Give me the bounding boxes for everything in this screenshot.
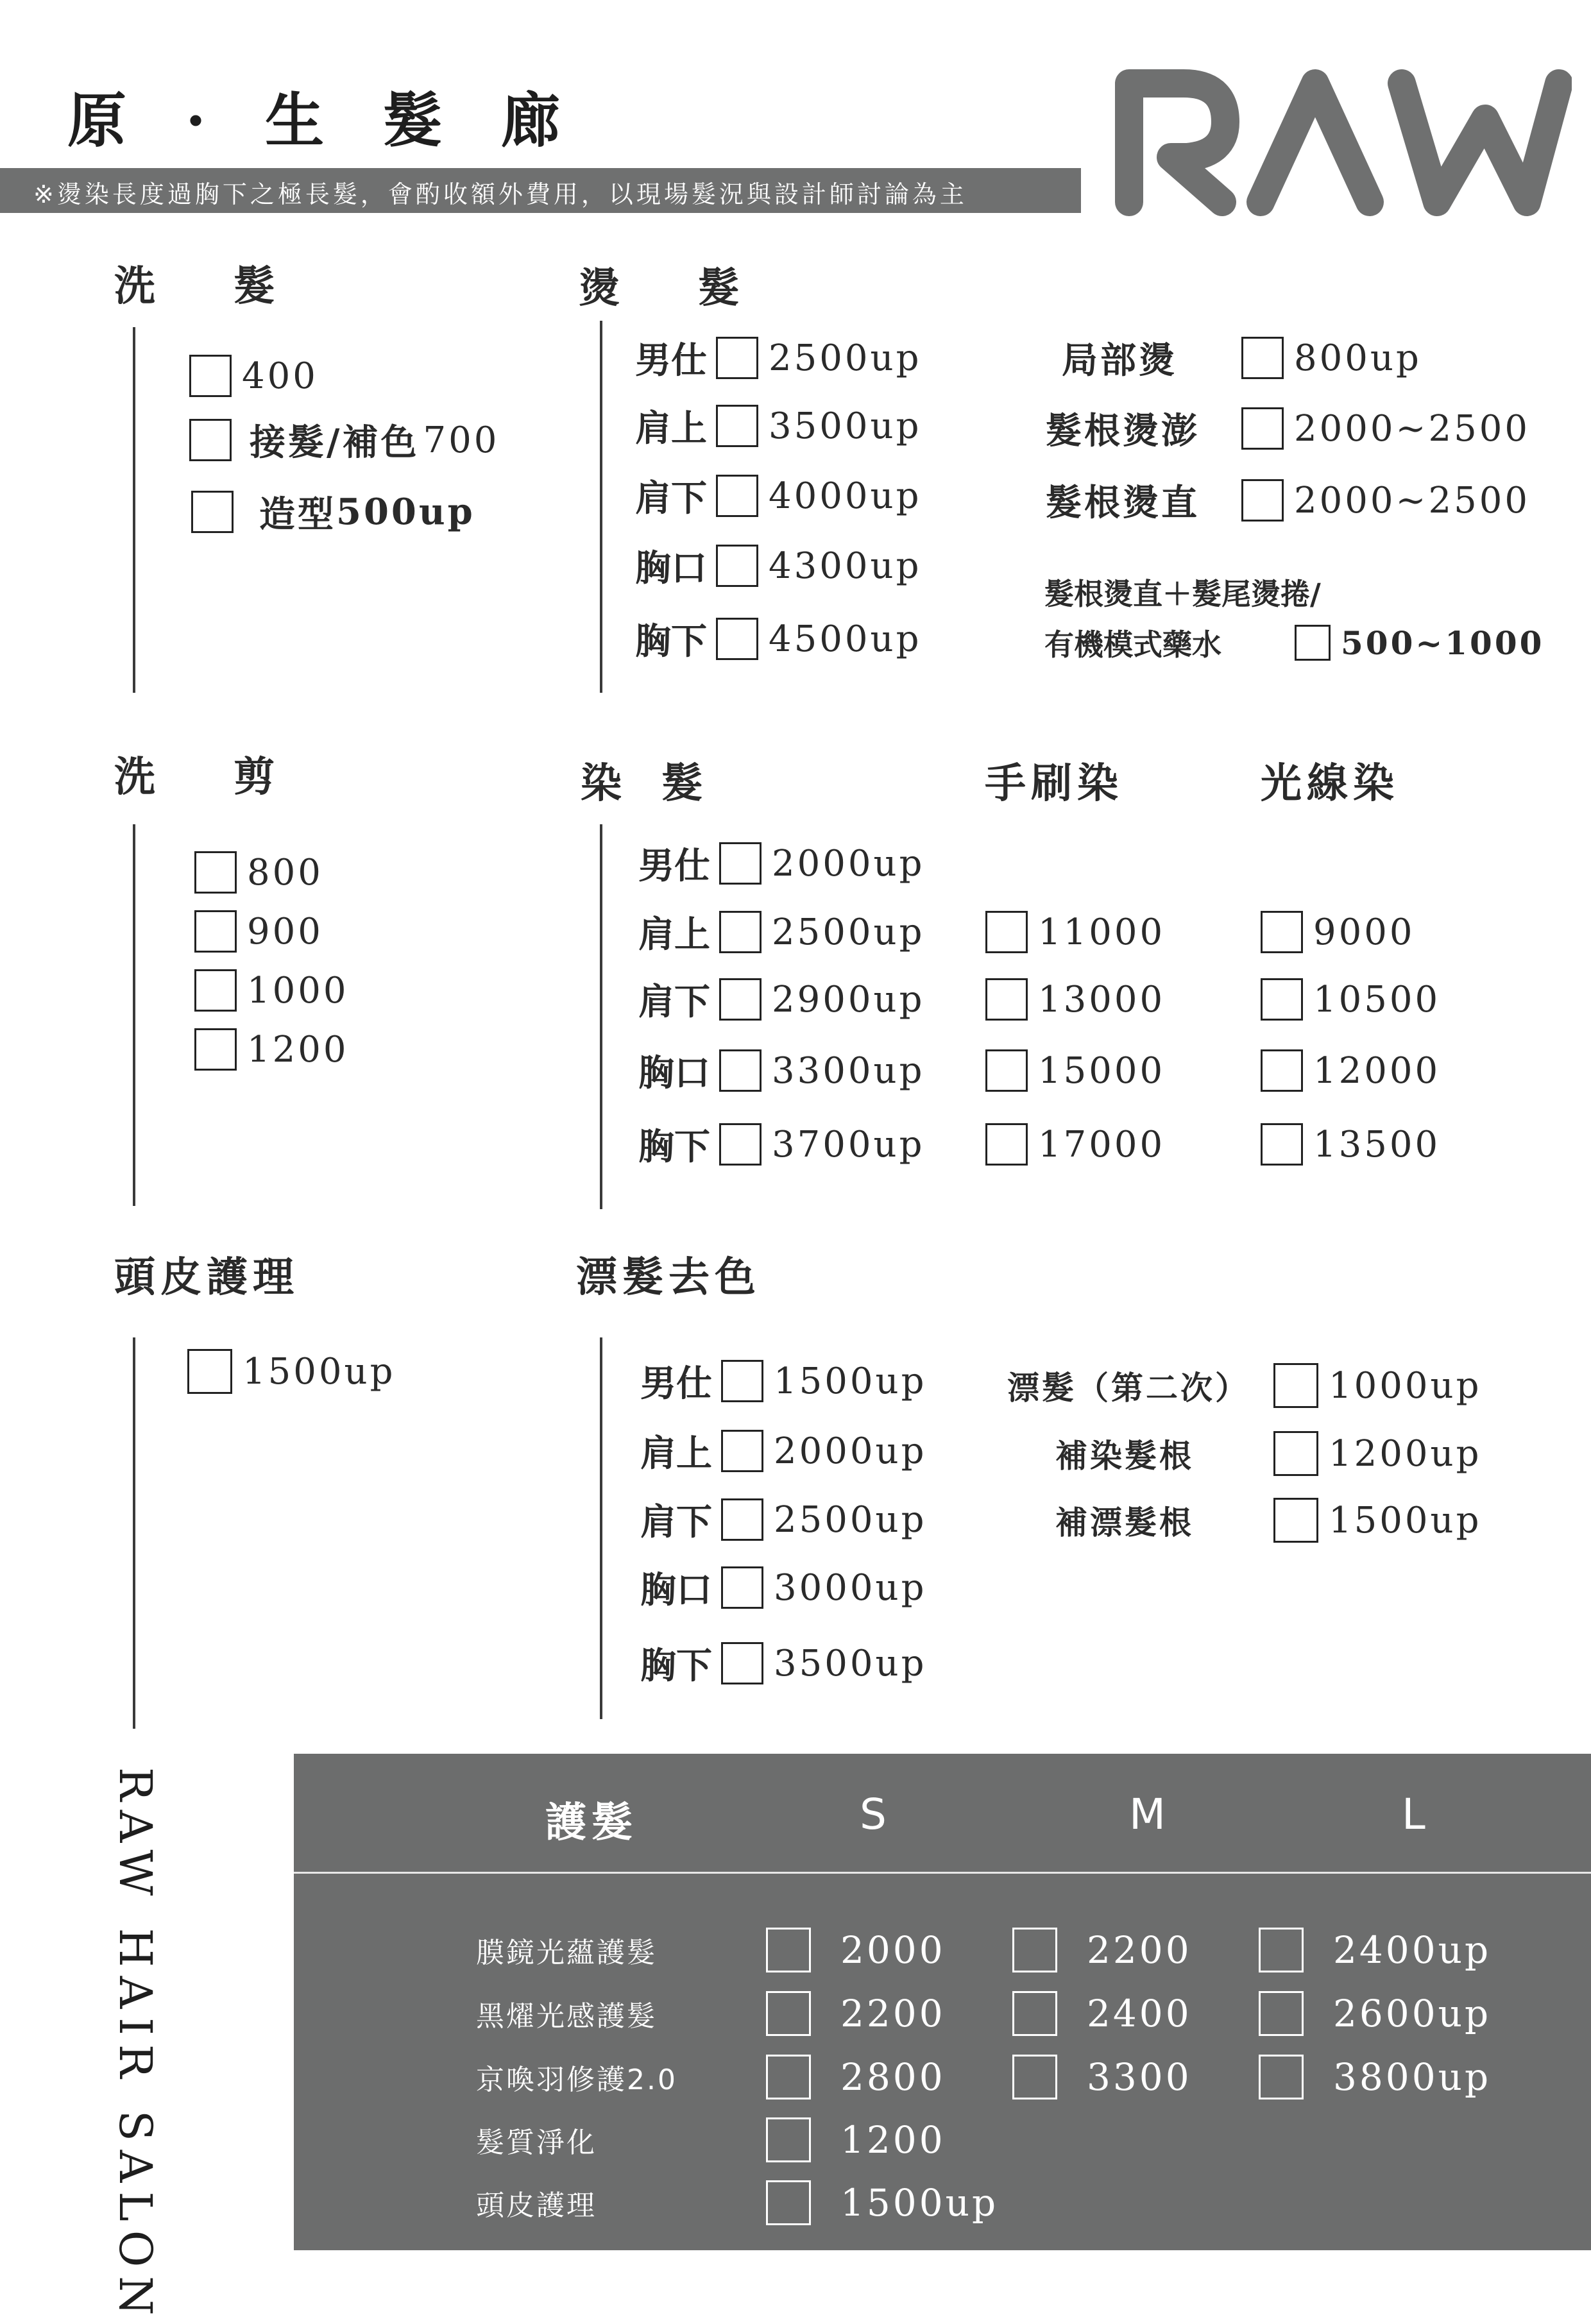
checkbox[interactable] bbox=[1261, 978, 1303, 1021]
checkbox[interactable] bbox=[1261, 911, 1303, 953]
care-size-s: S bbox=[860, 1790, 887, 1839]
checkbox[interactable] bbox=[194, 851, 237, 894]
brand-title: 原 · 生 髮 廊 bbox=[67, 86, 580, 155]
checkbox[interactable] bbox=[1295, 625, 1331, 661]
divider-dye bbox=[600, 824, 602, 1209]
checkbox[interactable] bbox=[1012, 2055, 1057, 2099]
notice-text: ※燙染長度過胸下之極長髮，會酌收額外費用，以現場髮況與設計師討論為主 bbox=[33, 180, 967, 208]
dye-brush-3: 13000 bbox=[985, 974, 1165, 1025]
cut-item-2: 900 bbox=[194, 906, 323, 957]
perm-extra-3: 髮根燙直 2000~2500 bbox=[1046, 479, 1530, 524]
divider-wash bbox=[133, 327, 135, 693]
checkbox[interactable] bbox=[719, 1049, 761, 1092]
checkbox[interactable] bbox=[194, 969, 237, 1012]
dye-row-4: 胸口 3300up bbox=[638, 1049, 925, 1094]
checkbox[interactable] bbox=[716, 545, 758, 587]
dye-light-2: 9000 bbox=[1261, 906, 1415, 958]
bleach-row-3: 肩下 2500up bbox=[640, 1498, 927, 1543]
dye-light-3: 10500 bbox=[1261, 974, 1440, 1025]
care-header-divider bbox=[294, 1872, 1591, 1874]
section-title-perm: 燙 髮 bbox=[579, 264, 772, 312]
perm-row-5: 胸下 4500up bbox=[635, 618, 922, 663]
bleach-row-4: 胸口 3000up bbox=[640, 1566, 927, 1611]
checkbox[interactable] bbox=[189, 419, 232, 461]
perm-row-4: 胸口 4300up bbox=[635, 545, 922, 589]
care-row-2: 黑燿光感護髮 2200 2400 2600up bbox=[476, 1992, 1492, 2035]
perm-combo-line1: 髮根燙直＋髮尾燙捲/ bbox=[1044, 577, 1321, 611]
perm-combo: 有機模式藥水 500~1000 bbox=[1044, 623, 1545, 662]
dye-light-4: 12000 bbox=[1261, 1045, 1440, 1096]
perm-row-2: 肩上 3500up bbox=[635, 405, 922, 450]
checkbox[interactable] bbox=[985, 978, 1028, 1021]
checkbox[interactable] bbox=[187, 1349, 232, 1394]
checkbox[interactable] bbox=[716, 618, 758, 660]
care-row-3: 京喚羽修護2.0 2800 3300 3800up bbox=[476, 2055, 1492, 2099]
perm-extra-2: 髮根燙澎 2000~2500 bbox=[1046, 407, 1530, 452]
checkbox[interactable] bbox=[719, 911, 761, 953]
care-row-1: 膜鏡光蘊護髮 2000 2200 2400up bbox=[476, 1928, 1492, 1972]
care-row-4: 髮質淨化 1200 bbox=[476, 2118, 946, 2162]
checkbox[interactable] bbox=[721, 1430, 763, 1472]
checkbox[interactable] bbox=[1241, 407, 1284, 450]
perm-row-1: 男仕 2500up bbox=[635, 337, 922, 382]
dye-brush-5: 17000 bbox=[985, 1119, 1165, 1170]
scalp-item: 1500up bbox=[187, 1346, 395, 1397]
checkbox[interactable] bbox=[719, 1123, 761, 1166]
cut-item-1: 800 bbox=[194, 847, 323, 898]
checkbox[interactable] bbox=[766, 2180, 811, 2225]
wash-item-1: 400 bbox=[189, 350, 318, 402]
bleach-row-5: 胸下 3500up bbox=[640, 1642, 927, 1687]
checkbox[interactable] bbox=[1241, 337, 1284, 379]
section-title-bleach: 漂髮去色 bbox=[576, 1253, 761, 1302]
dye-row-3: 肩下 2900up bbox=[638, 978, 925, 1023]
dye-row-2: 肩上 2500up bbox=[638, 911, 925, 956]
dye-col-brush: 手刷染 bbox=[985, 759, 1123, 808]
raw-logo bbox=[1110, 58, 1572, 218]
checkbox[interactable] bbox=[721, 1642, 763, 1684]
checkbox[interactable] bbox=[1261, 1049, 1303, 1092]
divider-cut bbox=[133, 824, 135, 1206]
checkbox[interactable] bbox=[721, 1360, 763, 1402]
checkbox[interactable] bbox=[1273, 1498, 1318, 1543]
care-row-5: 頭皮護理 1500up bbox=[476, 2181, 999, 2225]
dye-col-light: 光線染 bbox=[1261, 759, 1399, 808]
checkbox[interactable] bbox=[719, 978, 761, 1021]
checkbox[interactable] bbox=[766, 1991, 811, 2036]
checkbox[interactable] bbox=[1012, 1928, 1057, 1972]
checkbox[interactable] bbox=[1012, 1991, 1057, 2036]
care-size-l: L bbox=[1402, 1790, 1425, 1839]
checkbox[interactable] bbox=[721, 1566, 763, 1609]
section-title-cut: 洗 剪 bbox=[114, 753, 307, 801]
dye-brush-2: 11000 bbox=[985, 906, 1165, 958]
care-title: 護髮 bbox=[545, 1799, 638, 1847]
dye-light-5: 13500 bbox=[1261, 1119, 1440, 1170]
checkbox[interactable] bbox=[1259, 1928, 1304, 1972]
checkbox[interactable] bbox=[1273, 1363, 1318, 1408]
checkbox[interactable] bbox=[985, 911, 1028, 953]
salon-name-vertical: RAW HAIR SALON bbox=[109, 1767, 162, 2324]
checkbox[interactable] bbox=[1259, 2055, 1304, 2099]
checkbox[interactable] bbox=[766, 1928, 811, 1972]
divider-scalp bbox=[133, 1337, 135, 1729]
perm-extra-1: 局部燙 800up bbox=[1062, 337, 1422, 382]
cut-item-4: 1200 bbox=[194, 1024, 349, 1075]
section-title-scalp: 頭皮護理 bbox=[114, 1253, 299, 1302]
divider-perm bbox=[600, 321, 602, 693]
checkbox[interactable] bbox=[766, 2117, 811, 2162]
wash-item-3: 造型 500up bbox=[191, 486, 475, 538]
bleach-extra-3: 補漂髮根 1500up bbox=[1055, 1495, 1481, 1546]
checkbox[interactable] bbox=[1261, 1123, 1303, 1166]
bleach-extra-2: 補染髮根 1200up bbox=[1055, 1428, 1481, 1479]
checkbox[interactable] bbox=[1273, 1431, 1318, 1476]
cut-item-3: 1000 bbox=[194, 965, 349, 1016]
checkbox[interactable] bbox=[1241, 479, 1284, 522]
dye-brush-4: 15000 bbox=[985, 1045, 1165, 1096]
bleach-row-1: 男仕 1500up bbox=[640, 1360, 927, 1405]
checkbox[interactable] bbox=[985, 1123, 1028, 1166]
perm-row-3: 肩下 4000up bbox=[635, 475, 922, 520]
section-title-dye: 染 髮 bbox=[581, 759, 716, 808]
checkbox[interactable] bbox=[766, 2055, 811, 2099]
checkbox[interactable] bbox=[721, 1498, 763, 1541]
care-size-m: M bbox=[1129, 1790, 1166, 1839]
checkbox[interactable] bbox=[191, 491, 234, 533]
checkbox[interactable] bbox=[716, 405, 758, 447]
divider-bleach bbox=[600, 1337, 602, 1719]
checkbox[interactable] bbox=[1259, 1991, 1304, 2036]
checkbox[interactable] bbox=[189, 355, 232, 397]
checkbox[interactable] bbox=[985, 1049, 1028, 1092]
checkbox[interactable] bbox=[719, 842, 761, 885]
dye-row-5: 胸下 3700up bbox=[638, 1123, 925, 1168]
checkbox[interactable] bbox=[194, 1028, 237, 1071]
section-title-wash: 洗 髮 bbox=[114, 262, 307, 310]
bleach-row-2: 肩上 2000up bbox=[640, 1430, 927, 1475]
checkbox[interactable] bbox=[716, 337, 758, 379]
dye-row-1: 男仕 2000up bbox=[638, 842, 925, 887]
wash-item-2: 接髮/補色 700 bbox=[189, 414, 499, 466]
checkbox[interactable] bbox=[194, 910, 237, 953]
checkbox[interactable] bbox=[716, 475, 758, 517]
bleach-extra-1: 漂髮（第二次） 1000up bbox=[1007, 1360, 1481, 1411]
logo-text: RAW bbox=[1341, 215, 1343, 216]
